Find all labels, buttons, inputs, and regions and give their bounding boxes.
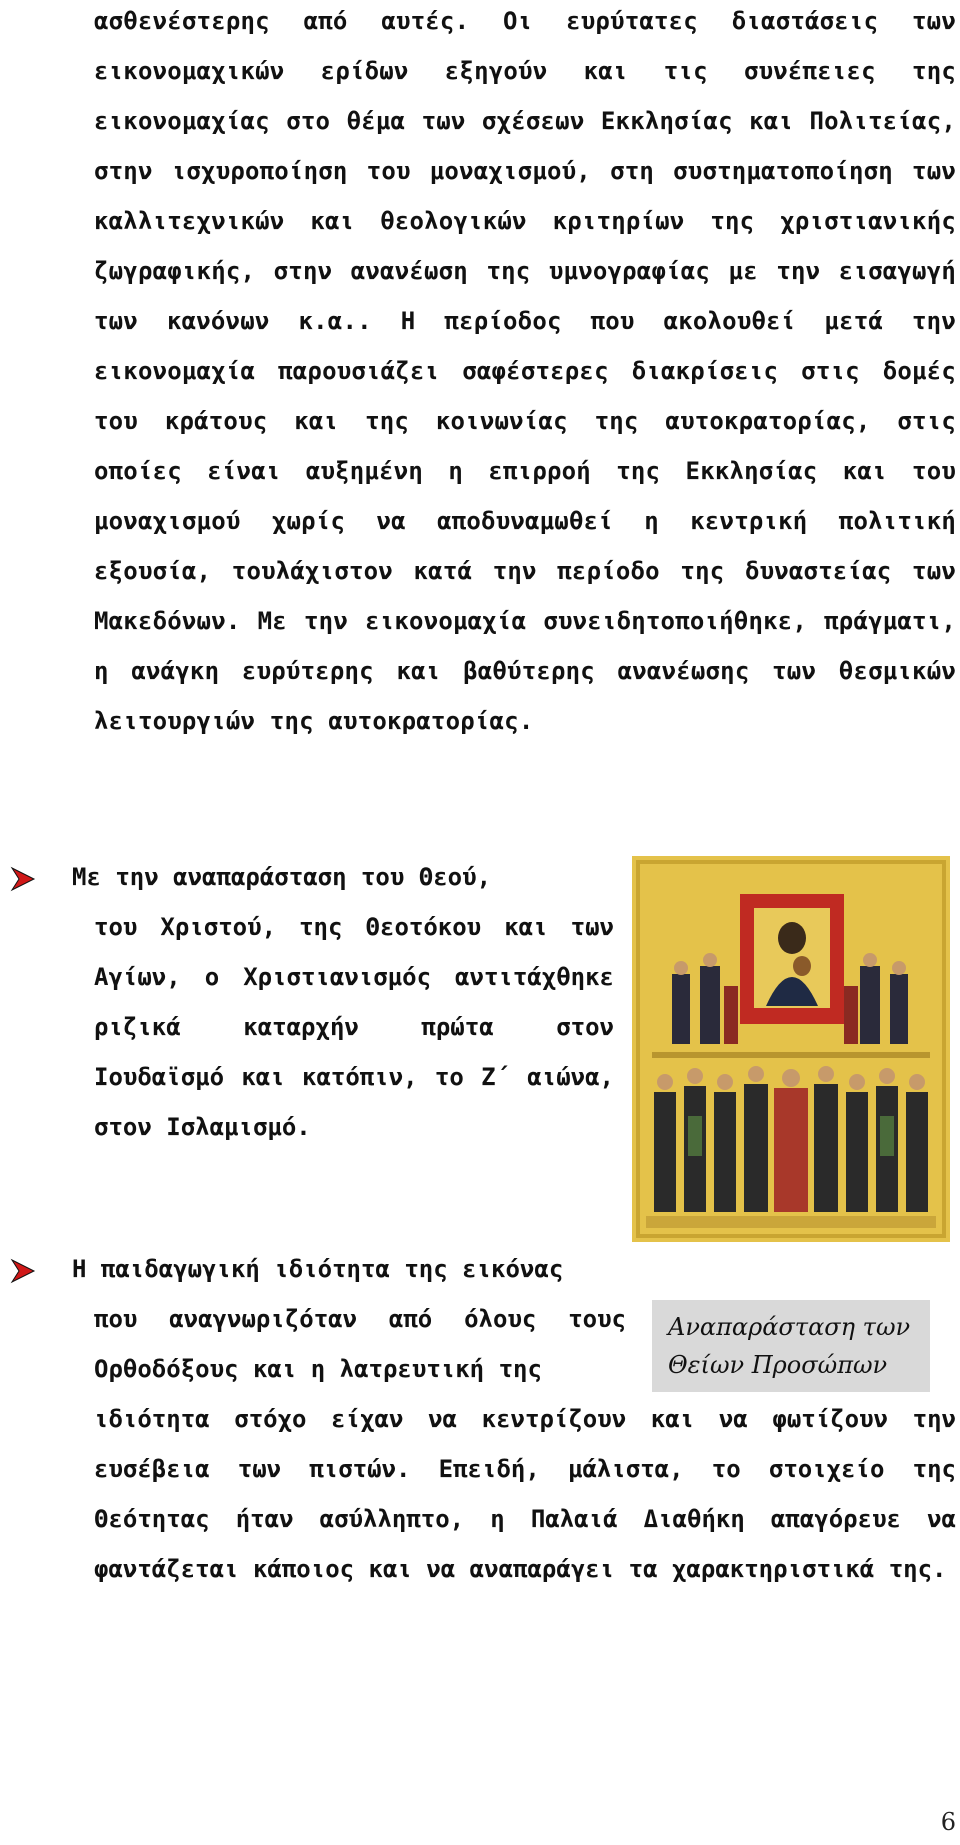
- bullet-1-text: του Χριστού, της Θεοτόκου και των Αγίων, ο Χριστιανισμός αντιτάχθηκε ριζικά καταρχήν πρώτα στον Ιουδαϊσμό και κατόπιν, το Ζ΄ αιώνα, στον Ισλαμισμό.: [94, 913, 614, 1141]
- bullet-2-continuation: ιδιότητα στόχο είχαν να κεντρίζουν και να φωτίζουν την ευσέβεια των πιστών. Επειδή, μάλιστα, το στοιχείο της Θεότητας ήταν ασύλληπτο, η Παλαιά Διαθήκη απαγόρευε να φαντάζεται κάποιος και να αναπαράγει τα χαρακτηριστικά της.: [94, 1405, 956, 1583]
- top-paragraph: ασθενέστερης από αυτές. Οι ευρύτατες διαστάσεις των εικονομαχικών ερίδων εξηγούν και τις συνέπειες της εικονομαχίας στο θέμα των σχέσεων Εκκλησίας και Πολιτείας, στην ισχυροποίηση του μοναχισμού, στη συστηματοποίηση των καλλιτεχνικών και θεολογικών κριτηρίων της χριστιανικής ζωγραφικής, στην ανανέωση της υμνογραφίας με την εισαγωγή των κανόνων κ.α.. Η περίοδος που ακολουθεί μετά την εικονομαχία παρουσιάζει σαφέστερες διακρίσεις στις δομές του κράτους και της κοινωνίας της αυτοκρατορίας, στις οποίες είναι αυξημένη η επιρροή της Εκκλησίας και του μοναχισμού χωρίς να αποδυναμωθεί η κεντρική πολιτική εξουσία, τουλάχιστον κατά την περίοδο της δυναστείας των Μακεδόνων. Με την εικονομαχία συνειδητοποιήθηκε, πράγματι, η ανάγκη ευρύτερης και βαθύτερης ανανέωσης των θεσμικών λειτουργιών της αυτοκρατορίας.: [94, 7, 956, 735]
- arrowhead-bullet-icon: [10, 866, 36, 892]
- bullet-1-first-line: Με την αναπαράσταση του Θεού,: [72, 863, 492, 891]
- bullet-2-wrap-text: που αναγνωριζόταν από όλους τους Ορθοδόξους και η λατρευτική της: [94, 1305, 626, 1383]
- bullet-2-first-line: Η παιδαγωγική ιδιότητα της εικόνας: [72, 1255, 564, 1283]
- byzantine-icon-painting: [632, 856, 950, 1242]
- page-number: 6: [940, 1808, 956, 1836]
- arrowhead-bullet-icon: [10, 1258, 36, 1284]
- figure-caption: Αναπαράσταση των Θείων Προσώπων: [652, 1300, 930, 1392]
